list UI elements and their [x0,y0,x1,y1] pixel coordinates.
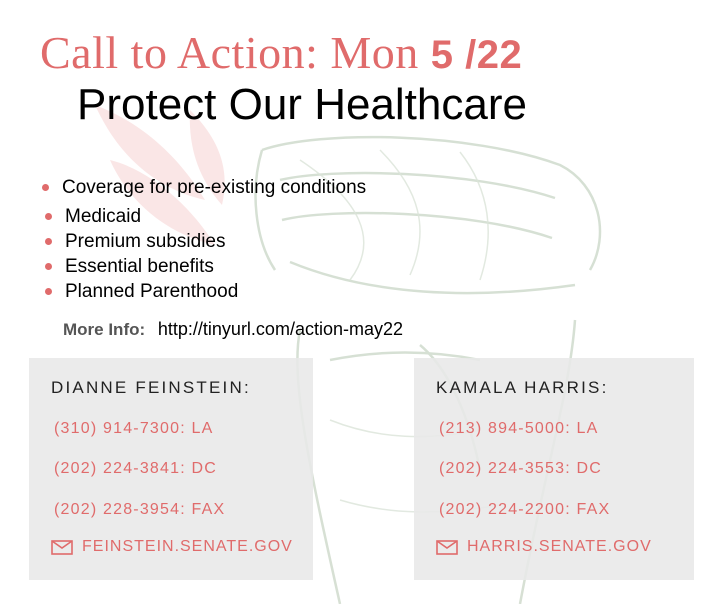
list-item-label: Essential benefits [65,256,214,277]
list-item-label: Premium subsidies [65,231,226,252]
senator-name: KAMALA HARRIS: [436,378,609,397]
more-info-label: More Info: [63,320,146,339]
contact-card-harris [414,358,694,580]
website-link[interactable] [51,538,293,556]
website-label: HARRIS.SENATE.GOV [467,538,652,555]
bullet-icon [45,213,52,220]
bullet-icon [45,238,52,245]
bullet-icon [45,288,52,295]
phone-la[interactable]: (213) 894-5000: LA [439,420,599,437]
bullet-icon [42,184,49,191]
website-label: FEINSTEIN.SENATE.GOV [82,538,293,555]
list-item-label: Planned Parenthood [65,281,239,302]
mail-icon [51,540,73,555]
mail-icon [436,540,458,555]
page-subtitle: Protect Our Healthcare [77,80,527,129]
phone-dc[interactable]: (202) 224-3841: DC [54,460,218,477]
list-item [65,231,226,253]
list-item [65,206,141,228]
senator-name: DIANNE FEINSTEIN: [51,378,251,397]
phone-fax[interactable]: (202) 224-2200: FAX [439,501,611,518]
bullet-icon [45,263,52,270]
list-item [65,281,238,303]
title-text: Call to Action: Mon [40,27,431,78]
page-title [40,26,522,79]
more-info [63,319,403,340]
list-item [62,177,366,199]
event-date: 5 /22 [430,33,523,77]
list-item-label: Medicaid [65,206,142,227]
phone-dc[interactable]: (202) 224-3553: DC [439,460,603,477]
phone-la[interactable]: (310) 914-7300: LA [54,420,214,437]
website-link[interactable] [436,538,652,556]
list-item [65,256,214,278]
contact-card-feinstein [29,358,313,580]
more-info-link[interactable]: http://tinyurl.com/action-may22 [157,319,403,339]
phone-fax[interactable]: (202) 228-3954: FAX [54,501,226,518]
list-item-label: Coverage for pre-existing conditions [62,177,367,198]
